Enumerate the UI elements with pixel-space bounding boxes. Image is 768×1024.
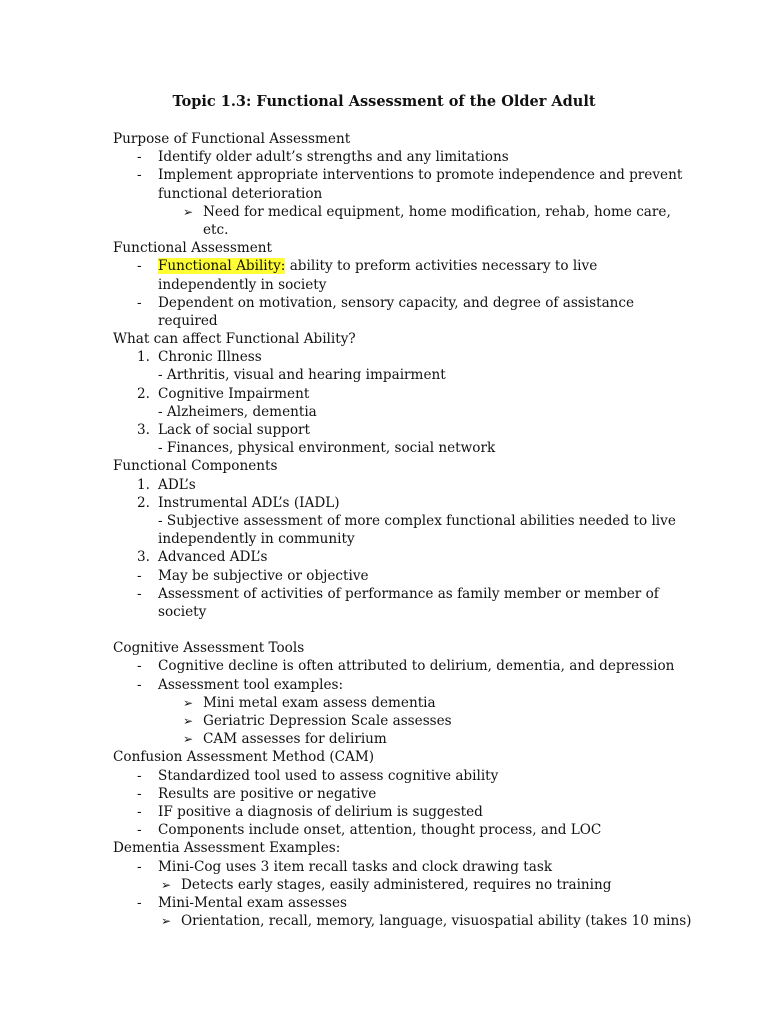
section-heading-affect: What can affect Functional Ability? <box>113 331 356 348</box>
sub-list-item-continuation: etc. <box>203 221 229 238</box>
numbered-item-detail: - Finances, physical environment, social network <box>158 440 496 457</box>
section-heading-components: Functional Components <box>113 458 278 475</box>
dash-marker: - <box>137 167 142 184</box>
list-item-continuation: required <box>158 312 218 329</box>
section-heading-dementia: Dementia Assessment Examples: <box>113 840 341 857</box>
numbered-item: 3. Advanced ADL’s <box>137 549 268 566</box>
dash-marker: - <box>137 803 142 820</box>
list-item: - Mini-Cog uses 3 item recall tasks and clock drawing task <box>137 858 553 875</box>
list-item: - Assessment tool examples: <box>137 676 344 693</box>
numbered-item: 3. Lack of social support <box>137 422 311 438</box>
arrow-icon: ➢ <box>183 732 194 747</box>
numbered-item-detail: - Subjective assessment of more complex functional abilities needed to live <box>158 512 676 529</box>
numbered-item: 1. ADL’s <box>137 476 196 493</box>
section-heading-purpose: Purpose of Functional Assessment <box>113 131 351 147</box>
arrow-icon: ➢ <box>161 877 172 892</box>
list-item: - Functional Ability: ability to preform activities necessary to live <box>137 258 598 275</box>
list-item: - Assessment of activities of performance as family member or member of <box>137 585 659 602</box>
dash-marker: - <box>137 785 142 802</box>
list-item: - Standardized tool used to assess cognitive ability <box>137 767 499 784</box>
numbered-item-detail: - Arthritis, visual and hearing impairment <box>158 367 446 384</box>
sub-list-item: ➢ Need for medical equipment, home modification, rehab, home care, <box>183 203 671 220</box>
dash-marker: - <box>137 585 142 602</box>
section-heading-cam: Confusion Assessment Method (CAM) <box>113 749 375 766</box>
dash-marker: - <box>137 822 142 839</box>
arrow-icon: ➢ <box>183 204 194 219</box>
list-item: - Results are positive or negative <box>137 785 377 802</box>
sub-list-item: ➢ Orientation, recall, memory, language, visuospatial ability (takes 10 mins) <box>161 913 692 930</box>
arrow-icon: ➢ <box>183 714 194 728</box>
sub-list-item: ➢ Detects early stages, easily administered, requires no training <box>161 876 612 893</box>
numbered-item-detail: independently in community <box>158 531 355 548</box>
document-body <box>113 130 733 930</box>
dash-marker: - <box>137 149 142 166</box>
list-item: - Cognitive decline is often attributed to delirium, dementia, and depression <box>137 658 675 675</box>
list-item: - Mini-Mental exam assesses <box>137 894 348 911</box>
dash-marker: - <box>137 676 142 693</box>
highlighted-term: Functional Ability: <box>158 258 286 275</box>
sub-list-item: ➢ CAM assesses for delirium <box>183 731 387 748</box>
dash-marker: - <box>137 858 142 875</box>
numbered-item: 1. Chronic Illness <box>137 349 262 366</box>
list-item: - Components include onset, attention, thought process, and LOC <box>137 822 602 839</box>
dash-marker: - <box>137 767 142 784</box>
list-item-continuation: society <box>158 603 207 620</box>
numbered-item: 2. Cognitive Impairment <box>137 385 310 402</box>
list-item: - May be subjective or objective <box>137 567 369 584</box>
page-title: Topic 1.3: Functional Assessment of the Older Adult <box>172 93 596 110</box>
arrow-icon: ➢ <box>161 914 172 929</box>
list-item: - IF positive a diagnosis of delirium is suggested <box>137 803 483 820</box>
list-item-continuation: independently in society <box>158 276 327 293</box>
dash-marker: - <box>137 294 142 311</box>
sub-list-item: ➢ Mini metal exam assess dementia <box>183 694 436 711</box>
list-item: - Identify older adult’s strengths and any limitations <box>137 149 509 166</box>
numbered-item-detail: - Alzheimers, dementia <box>158 403 317 420</box>
dash-marker: - <box>137 567 142 584</box>
arrow-icon: ➢ <box>183 695 194 710</box>
dash-marker: - <box>137 258 142 275</box>
list-item: - Dependent on motivation, sensory capacity, and degree of assistance <box>137 294 635 311</box>
list-item-continuation: functional deterioration <box>158 185 323 202</box>
section-heading-cognitive: Cognitive Assessment Tools <box>113 640 305 657</box>
list-item: - Implement appropriate interventions to promote independence and prevent <box>137 167 683 184</box>
dash-marker: - <box>137 894 142 911</box>
dash-marker: - <box>137 658 142 675</box>
blank-line <box>113 621 733 639</box>
numbered-item: 2. Instrumental ADL’s (IADL) <box>137 494 340 511</box>
section-heading-functional-assessment: Functional Assessment <box>113 240 272 257</box>
sub-list-item: ➢ Geriatric Depression Scale assesses <box>183 713 452 729</box>
